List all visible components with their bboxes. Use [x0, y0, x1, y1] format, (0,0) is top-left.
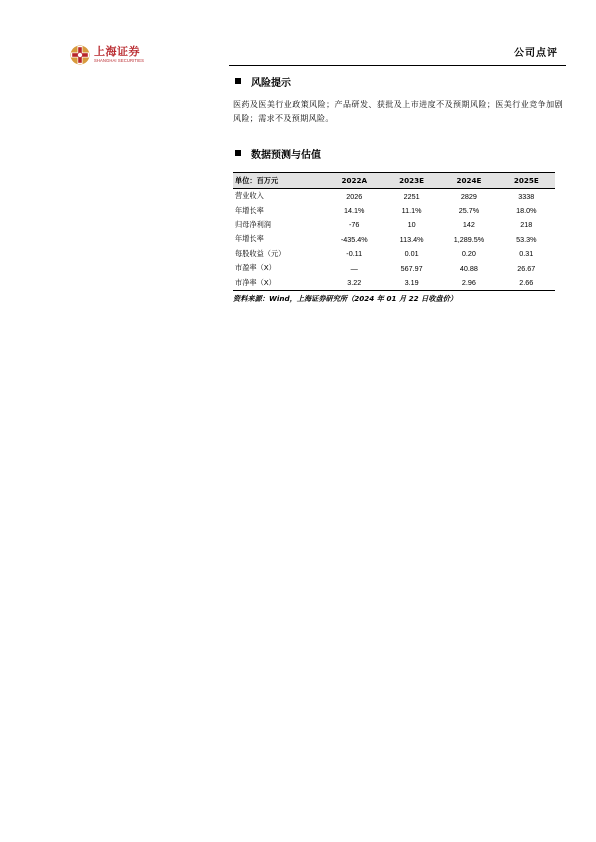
shanghai-securities-logo-icon	[70, 45, 90, 65]
table-cell: 2.66	[519, 278, 534, 288]
logo-english-name: SHANGHAI SECURITIES	[94, 58, 145, 64]
data-source-note: 资料来源：Wind，上海证券研究所（2024 年 01 月 22 日收盘价）	[233, 293, 458, 303]
table-row	[233, 189, 555, 204]
table-cell: 567.97	[400, 263, 423, 273]
forecast-title-text: 数据预测与估值	[251, 149, 321, 161]
table-cell: —	[350, 263, 358, 273]
forecast-section-title	[233, 144, 563, 162]
table-cell: 218	[520, 220, 533, 230]
table-cell: 0.31	[519, 249, 534, 259]
column-header: 2022A	[341, 176, 368, 185]
table-cell: -0.11	[346, 249, 363, 259]
table-cell: -76	[349, 220, 360, 230]
table-cell: 2026	[346, 191, 363, 201]
table-cell: 2829	[460, 191, 477, 201]
table-cell: 1,289.5%	[453, 234, 485, 244]
report-type-label: 公司点评	[514, 48, 558, 59]
table-cell: 142	[462, 220, 475, 230]
table-cell: 40.88	[459, 263, 478, 273]
table-cell: -435.4%	[340, 234, 368, 244]
row-label: 市净率（X）	[235, 277, 276, 287]
table-cell: 26.67	[517, 263, 536, 273]
company-logo	[70, 44, 150, 66]
page-header	[0, 0, 596, 70]
table-cell: 2251	[403, 191, 420, 201]
risk-paragraph: 医药及医美行业政策风险；产品研发、获批及上市进度不及预期风险；医美行业竞争加剧风险；需求不及预期风险。	[233, 100, 563, 123]
table-row	[233, 261, 555, 275]
row-label: 每股收益（元）	[235, 248, 286, 258]
logo-chinese-name: 上海证券	[94, 45, 140, 59]
column-header: 2024E	[456, 176, 482, 185]
table-header-row	[233, 173, 555, 189]
table-cell: 25.7%	[458, 206, 480, 216]
column-header: 2025E	[513, 176, 539, 185]
table-cell: 3.22	[347, 278, 362, 288]
table-cell: 0.20	[461, 249, 476, 259]
row-label: 年增长率	[235, 234, 264, 244]
row-label: 年增长率	[235, 205, 264, 215]
table-cell: 18.0%	[516, 206, 537, 216]
row-label: 营业收入	[235, 191, 264, 201]
table-cell: 3.19	[404, 278, 419, 288]
table-row	[233, 275, 555, 290]
table-cell: 10	[407, 220, 416, 230]
table-cell: 53.3%	[516, 234, 537, 244]
table-cell: 11.1%	[401, 206, 422, 216]
table-cell: 14.1%	[344, 206, 365, 216]
table-cell: 3338	[518, 191, 535, 201]
row-label: 归母净利润	[235, 219, 271, 229]
table-row	[233, 218, 555, 232]
risk-section-title	[233, 72, 563, 90]
table-cell: 0.01	[404, 249, 419, 259]
unit-label: 单位：百万元	[235, 175, 279, 185]
table-row	[233, 203, 555, 217]
table-cell: 2.96	[461, 278, 476, 288]
square-bullet-icon	[235, 150, 241, 156]
main-content	[233, 70, 563, 304]
table-row	[233, 232, 555, 246]
forecast-table	[233, 172, 555, 291]
table-cell: 113.4%	[399, 234, 424, 244]
table-row	[233, 247, 555, 261]
square-bullet-icon	[235, 78, 241, 84]
row-label: 市盈率（X）	[235, 263, 276, 273]
risk-title-text: 风险提示	[251, 77, 291, 89]
forecast-section	[233, 144, 563, 304]
header-divider	[229, 65, 566, 66]
column-header: 2023E	[399, 176, 425, 185]
